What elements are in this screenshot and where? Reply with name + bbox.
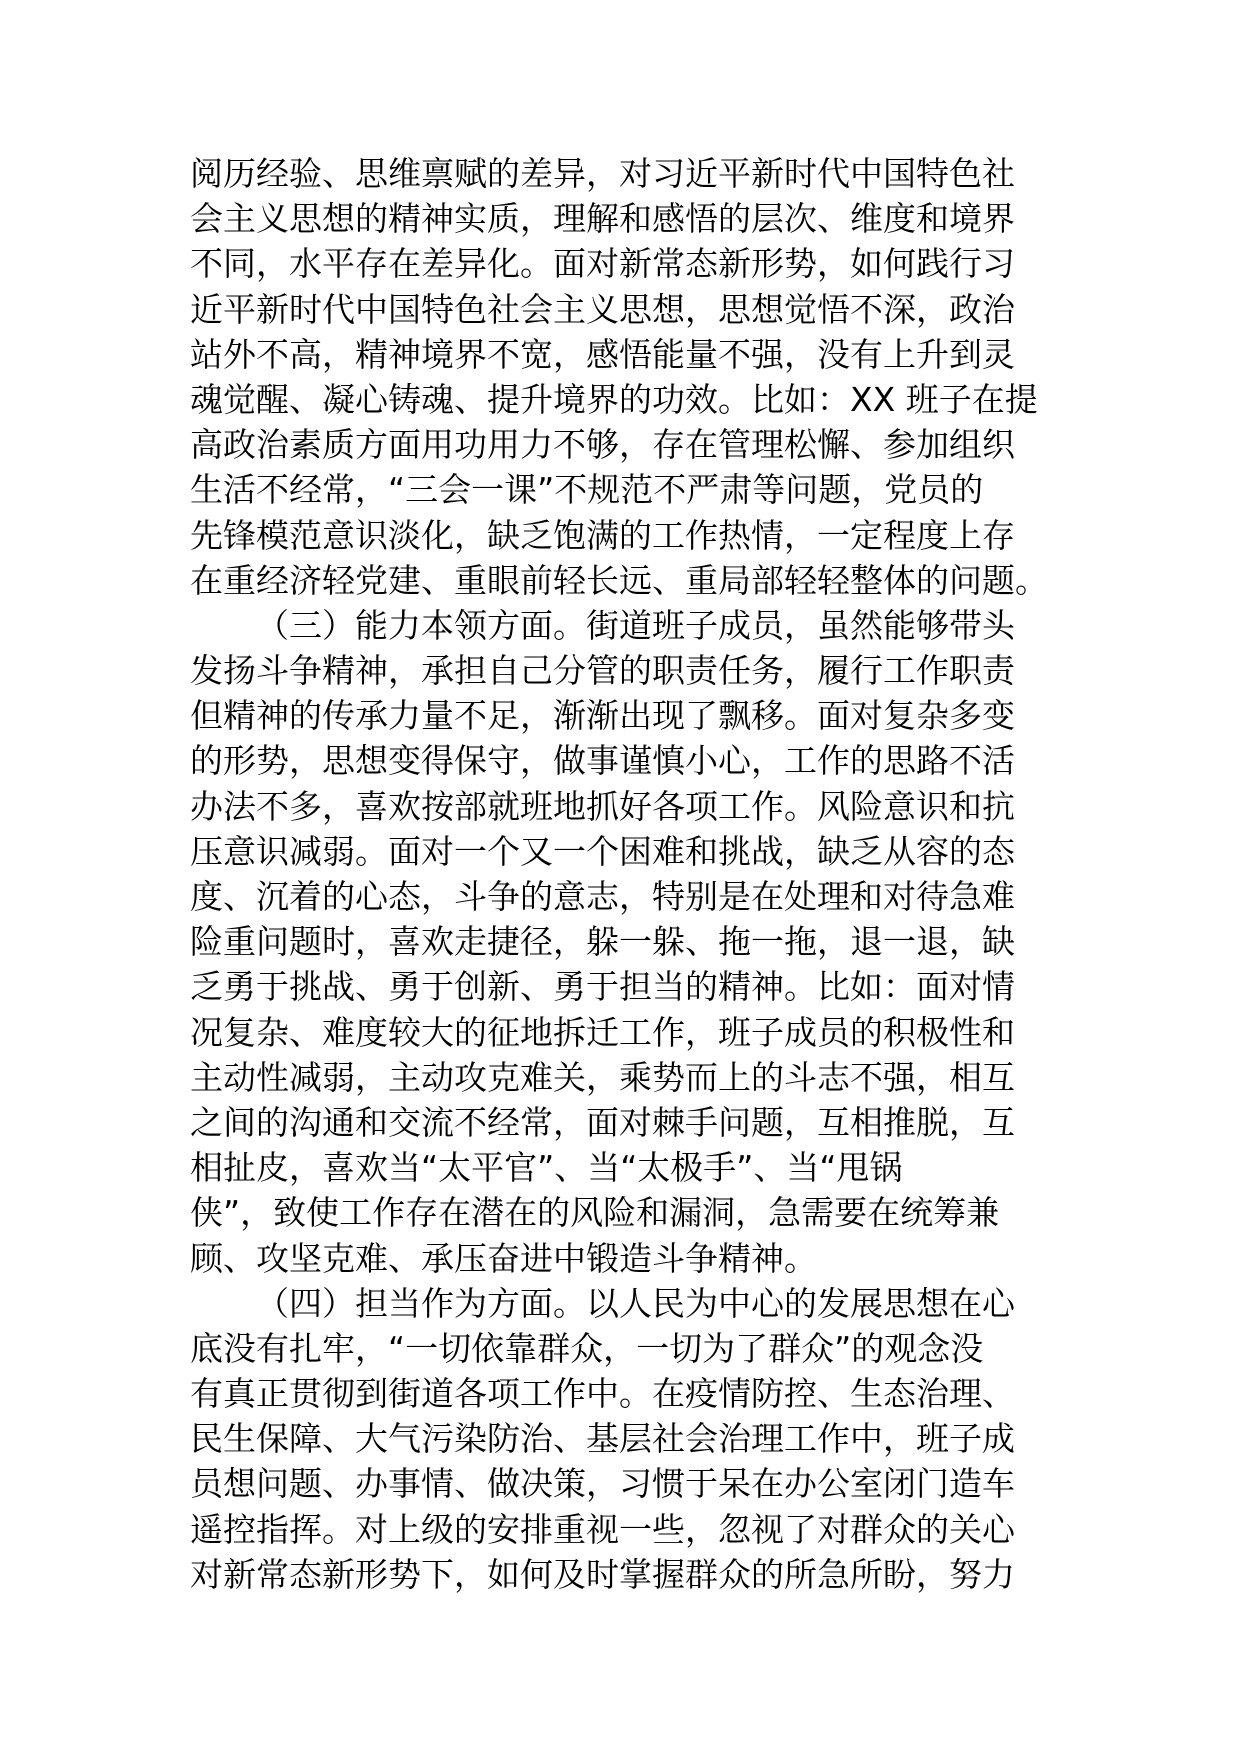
text-line: 的形势，思想变得保守，做事谨慎小心，工作的思路不活 [190, 741, 1015, 781]
text-line: 近平新时代中国特色社会主义思想，思想觉悟不深，政治 [190, 289, 1015, 329]
text-line: 遥控指挥。对上级的安排重视一些，忽视了对群众的关心 [190, 1509, 1015, 1549]
text-line: 乏勇于挑战、勇于创新、勇于担当的精神。比如：面对情 [190, 967, 1015, 1007]
text-line: 主动性减弱，主动攻克难关，乘势而上的斗志不强，相互 [190, 1057, 1015, 1097]
paragraph-first-line: （四）担当作为方面。以人民为中心的发展思想在心 [256, 1283, 1015, 1323]
text-line: 办法不多，喜欢按部就班地抓好各项工作。风险意识和抗 [190, 786, 1015, 826]
text-line: 侠”，致使工作存在潜在的风险和漏洞，急需要在统筹兼 [190, 1193, 1000, 1233]
document-body [190, 151, 1060, 1597]
text-line: 不同，水平存在差异化。面对新常态新形势，如何践行习 [190, 244, 1015, 284]
text-line: 在重经济轻党建、重眼前轻长远、重局部轻轻整体的问题。 [190, 560, 1048, 600]
text-line: 顾、攻坚克难、承压奋进中锻造斗争精神。 [190, 1238, 817, 1278]
text-line: 站外不高，精神境界不宽，感悟能量不强，没有上升到灵 [190, 334, 1015, 374]
text-line: 度、沉着的心态，斗争的意志，特别是在处理和对待急难 [190, 877, 1015, 916]
text-line: 相扯皮，喜欢当“太平官”、当“太极手”、当“甩锅 [190, 1148, 903, 1188]
text-line: 发扬斗争精神，承担自己分管的职责任务，履行工作职责 [190, 651, 1015, 691]
text-line: 会主义思想的精神实质，理解和感悟的层次、维度和境界 [190, 199, 1015, 239]
text-line: 生活不经常，“三会一课”不规范不严肃等问题，党员的 [190, 470, 984, 510]
text-line: 险重问题时，喜欢走捷径，躲一躲、拖一拖，退一退，缺 [190, 922, 1015, 962]
text-line: 底没有扎牢，“一切依靠群众，一切为了群众”的观念没 [190, 1328, 984, 1368]
text-line: 之间的沟通和交流不经常，面对棘手问题，互相推脱，互 [190, 1102, 1015, 1142]
paragraph-first-line: （三）能力本领方面。街道班子成员，虽然能够带头 [256, 605, 1015, 645]
text-line: 高政治素质方面用功用力不够，存在管理松懈、参加组织 [190, 425, 1015, 465]
text-line: 阅历经验、思维禀赋的差异，对习近平新时代中国特色社 [190, 154, 1015, 193]
text-line: 魂觉醒、凝心铸魂、提升境界的功效。比如：XX 班子在提 [190, 379, 1038, 419]
text-line: 对新常态新形势下，如何及时掌握群众的所急所盼，努力 [190, 1554, 1015, 1594]
text-line: 压意识减弱。面对一个又一个困难和挑战，缺乏从容的态 [190, 831, 1015, 871]
text-line: 先锋模范意识淡化，缺乏饱满的工作热情，一定程度上存 [190, 515, 1015, 555]
text-line: 有真正贯彻到街道各项工作中。在疫情防控、生态治理、 [190, 1374, 1015, 1414]
text-line: 员想问题、办事情、做决策，习惯于呆在办公室闭门造车 [190, 1464, 1015, 1504]
text-line: 民生保障、大气污染防治、基层社会治理工作中，班子成 [190, 1419, 1015, 1459]
text-line: 但精神的传承力量不足，渐渐出现了飘移。面对复杂多变 [190, 696, 1015, 736]
text-line: 况复杂、难度较大的征地拆迁工作，班子成员的积极性和 [190, 1012, 1015, 1052]
